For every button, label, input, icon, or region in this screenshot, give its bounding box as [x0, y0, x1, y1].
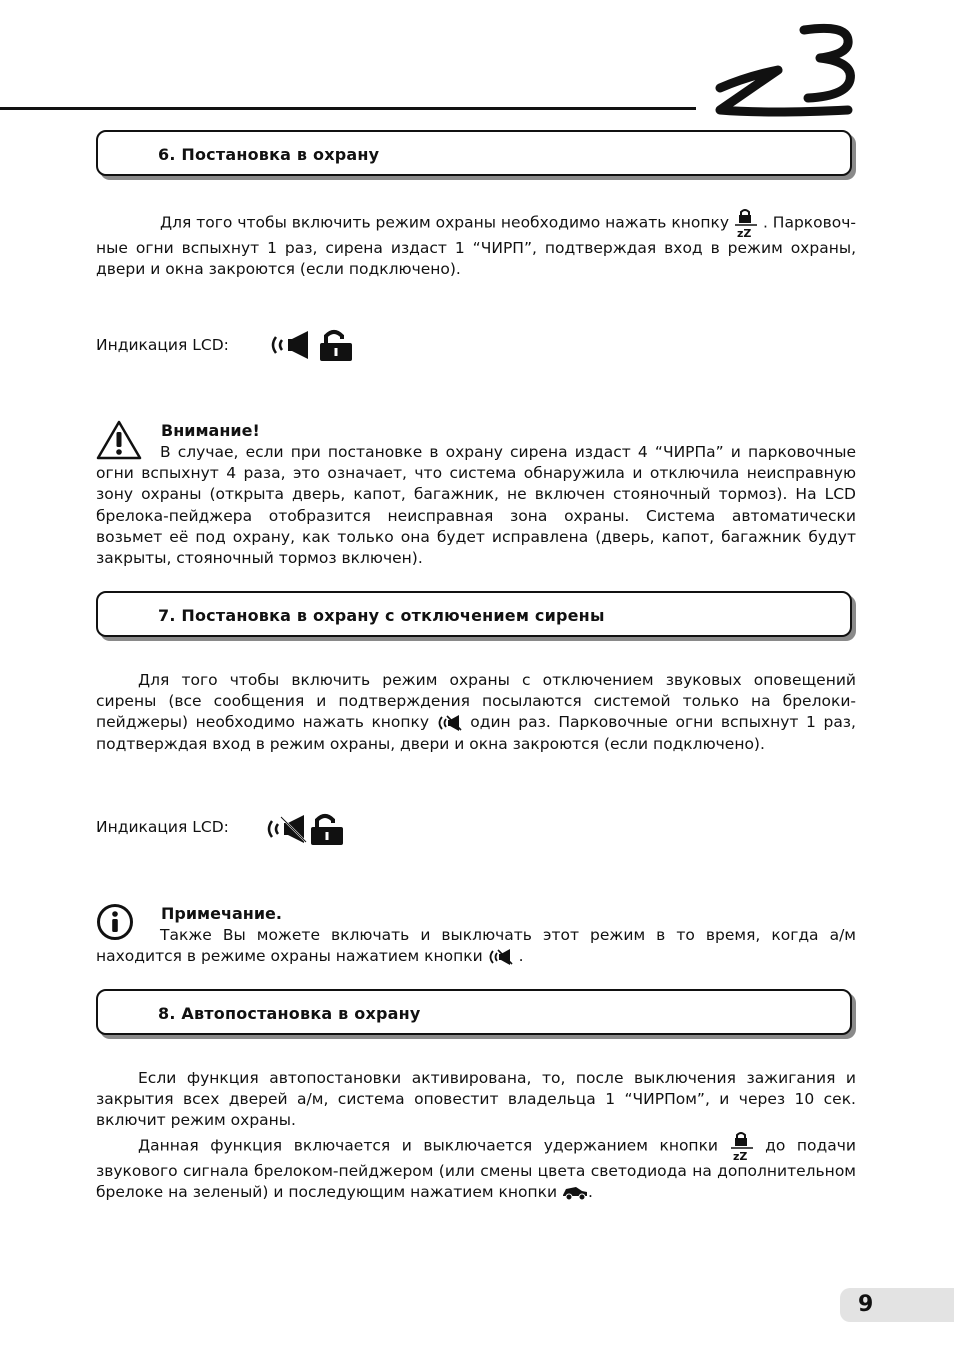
page-number-tab	[840, 1288, 954, 1322]
lcd-icons-7	[264, 811, 354, 851]
section-6-title: 6. Постановка в охрану	[158, 145, 380, 164]
padlock-icon	[311, 816, 343, 845]
section-8-header	[96, 989, 852, 1035]
section-6-text-part1: Для того чтобы включить режим охраны необходимо нажать кнопку	[160, 213, 730, 232]
section-7-text-part1: Для того чтобы включить режим охраны с отключением звуковых оповещений сирены (все сообщения и подтверждения посылаются системой только на брелоки-пейджеры) необходимо нажать кнопку	[96, 671, 856, 732]
lock-zz-icon	[730, 1131, 754, 1161]
lock-zz-icon	[734, 208, 758, 238]
section-6-header	[96, 130, 852, 176]
section-8-text-2	[96, 1131, 856, 1203]
note-title: Примечание.	[161, 904, 282, 923]
svg-text:zZ: zZ	[736, 227, 752, 238]
section-8-para2-part3: .	[588, 1183, 593, 1202]
warning-body: В случае, если при постановке в охрану сирена издаст 4 “ЧИРПа” и парковочные огни вспыхнут 4 раза, это означает, что система обнаружила и отключила неисправную зону охраны (открыта дверь, капот, багажник, не включен стояночный тормоз). На LCD брелока-пейджера отобразится неисправная зона охраны. Система автоматически возьмет её под охрану, как только она будет исправлена (дверь, капот, багажник будут закрыты, стояночный тормоз включен).	[96, 443, 856, 568]
z3-logo	[708, 18, 858, 128]
padlock-icon	[320, 332, 352, 361]
warning-text	[96, 442, 856, 569]
speaker-sound-icon	[273, 331, 308, 359]
section-8-para2-part2: до подачи звукового сигнала брелоком-пейджером (или смены цвета светодиода на дополнительном брелоке на зеленый) и последующим нажатием кнопки	[96, 1136, 856, 1202]
lcd-icons-6	[268, 327, 358, 367]
page-number: 9	[858, 1292, 874, 1317]
section-8-title: 8. Автопостановка в охрану	[158, 1004, 421, 1023]
svg-text:zZ: zZ	[732, 1150, 747, 1161]
muted-speaker-icon	[488, 948, 514, 966]
section-6-text	[96, 208, 856, 280]
section-7-header	[96, 591, 852, 637]
warning-title: Внимание!	[161, 421, 260, 440]
section-8-para1: Если функция автопостановки активирована, то, после выключения зажигания и закрытия всех дверей а/м, система оповестит владельца 1 “ЧИРПом”, и через 10 сек. включит режим охраны.	[96, 1069, 856, 1130]
note-text	[96, 925, 856, 967]
section-6-text-part2: . Парковочные огни вспыхнут 1 раз, сирена издаст 1 “ЧИРП”, подтверждая вход в режим охраны, двери и окна закроются (если подключено).	[96, 213, 857, 279]
section-7-text	[96, 670, 856, 755]
car-icon	[562, 1185, 588, 1201]
section-7-title: 7. Постановка в охрану с отключением сирены	[158, 606, 605, 625]
note-body: Также Вы можете включать и выключать этот режим в то время, когда а/м находится в режиме охраны нажатием кнопки	[96, 926, 856, 966]
section-8-para2-part1: Данная функция включается и выключается удержанием кнопки	[138, 1136, 719, 1155]
muted-speaker-icon	[437, 714, 463, 732]
section-7-text-part2: один раз. Парковочные огни вспыхнут 1 раз, подтверждая вход в режим охраны, двери и окна закроются (если подключено).	[96, 713, 856, 753]
lcd-label-6: Индикация LCD:	[96, 336, 229, 354]
lcd-label-7: Индикация LCD:	[96, 818, 229, 836]
header-rule	[0, 107, 696, 110]
speaker-muted-icon	[269, 815, 306, 843]
section-8-text-1	[96, 1068, 856, 1132]
note-end: .	[518, 947, 524, 966]
